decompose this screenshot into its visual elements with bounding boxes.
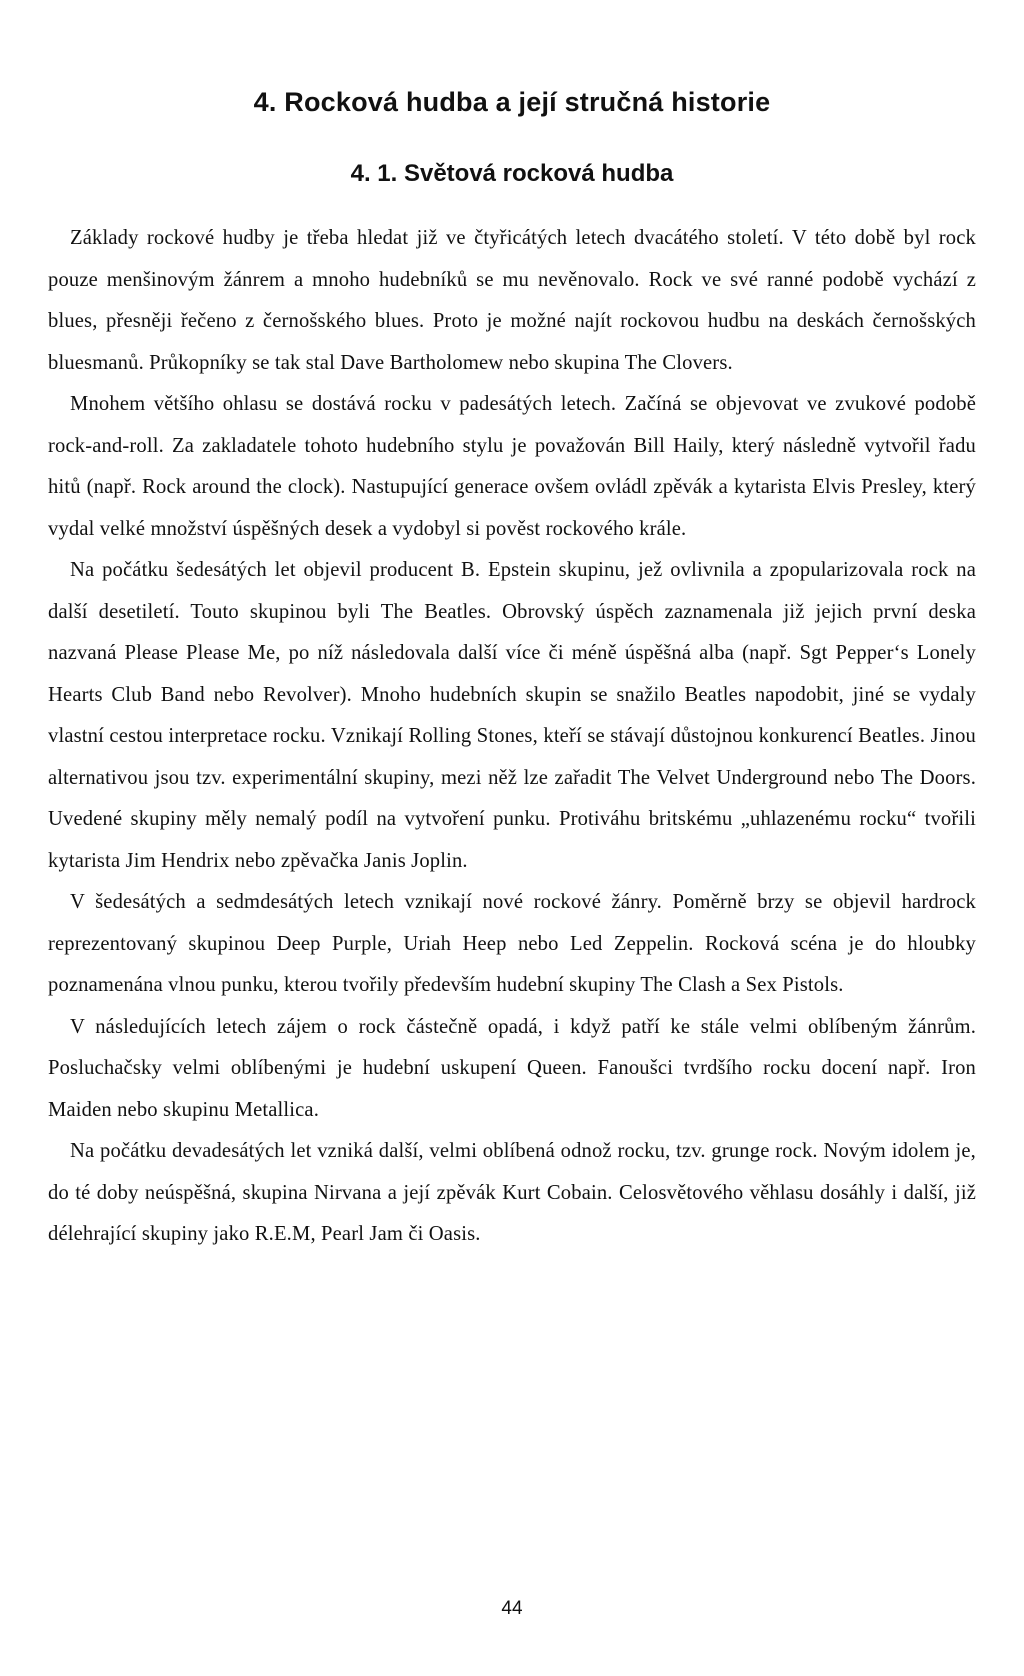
paragraph-5: V následujících letech zájem o rock částečně opadá, i když patří ke stále velmi oblíbeným žánrům. Posluchačsky velmi oblíbenými je hudební uskupení Queen. Fanoušci tvrdšího rocku docení např. Iron Maiden nebo skupinu Metallica. [48, 1015, 976, 1121]
section-title: 4. 1. Světová rocková hudba [350, 160, 674, 187]
paragraph-3: Na počátku šedesátých let objevil producent B. Epstein skupinu, jež ovlivnila a zpopularizovala rock na další desetiletí. Touto skupinou byli The Beatles. Obrovský úspěch zaznamenala již jejich první deska nazvaná Please Please Me, po níž následovala další více či méně úspěšná alba (např. Sgt Pepper‘s Lonely Hearts Club Band nebo Revolver). Mnoho hudebních skupin se snažilo Beatles napodobit, jiné se vydaly vlastní cestou interpretace rocku. Vznikají Rolling Stones, kteří se stávají důstojnou konkurencí Beatles. Jinou alternativou jsou tzv. experimentální skupiny, mezi něž lze zařadit The Velvet Underground nebo The Doors. Uvedené skupiny měly nemalý podíl na vytvoření punku. Protiváhu britskému „uhlazenému rocku“ tvořili kytarista Jim Hendrix nebo zpěvačka Janis Joplin. [48, 559, 976, 872]
document-page [48, 0, 976, 1256]
paragraph-6: Na počátku devadesátých let vzniká další, velmi oblíbená odnož rocku, tzv. grunge rock. Novým idolem je, do té doby neúspěšná, skupina Nirvana a její zpěvák Kurt Cobain. Celosvětového věhlasu dosáhly i další, již délehrající skupiny jako R.E.M, Pearl Jam či Oasis. [48, 1140, 976, 1245]
paragraph-2: Mnohem většího ohlasu se dostává rocku v padesátých letech. Začíná se objevovat ve zvukové podobě rock-and-roll. Za zakladatele tohoto hudebního stylu je považován Bill Haily, který následně vytvořil řadu hitů (např. Rock around the clock). Nastupující generace ovšem ovládl zpěvák a kytarista Elvis Presley, který vydal velké množství úspěšných desek a vydobyl si pověst rockového krále. [48, 393, 976, 540]
body-text [48, 218, 976, 1256]
paragraph-1: Základy rockové hudby je třeba hledat již ve čtyřicátých letech dvacátého století. V této době byl rock pouze menšinovým žánrem a mnoho hudebníků se mu nevěnovalo. Rock ve své ranné podobě vychází z blues, přesněji řečeno z černošského blues. Proto je možné najít rockovou hudbu na deskách černošských bluesmanů. Průkopníky se tak stal Dave Bartholomew nebo skupina The Clovers. [48, 227, 976, 374]
paragraph-4: V šedesátých a sedmdesátých letech vznikají nové rockové žánry. Poměrně brzy se objevil hardrock reprezentovaný skupinou Deep Purple, Uriah Heep nebo Led Zeppelin. Rocková scéna je do hloubky poznamenána vlnou punku, kterou tvořily především hudební skupiny The Clash a Sex Pistols. [48, 891, 976, 996]
page-number: 44 [501, 1598, 523, 1619]
chapter-title: 4. Rocková hudba a její stručná historie [253, 87, 771, 117]
